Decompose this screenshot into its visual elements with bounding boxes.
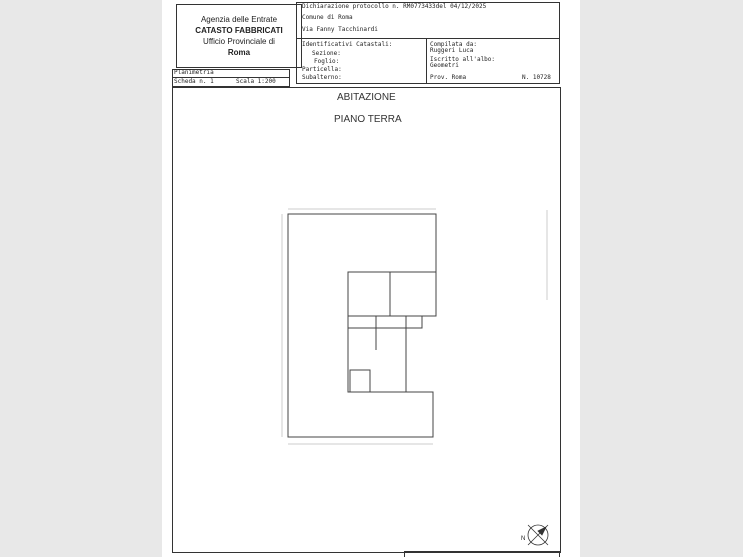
ufficio-provinciale: Ufficio Provinciale di	[203, 37, 275, 46]
drawing-floor: PIANO TERRA	[334, 114, 402, 125]
bottom-tab	[404, 551, 560, 557]
prov-text: Prov. Roma	[430, 74, 467, 81]
numero-text: N. 10728	[522, 74, 551, 81]
cadastral-sheet	[162, 0, 580, 557]
sezione-label: Sezione:	[312, 50, 341, 57]
subalterno-label: Subalterno:	[302, 74, 342, 81]
iscritto-label: Iscritto all'albo:	[430, 56, 496, 63]
north-arrow-icon	[162, 0, 580, 557]
compilata-label: Compilata da:	[430, 41, 477, 48]
scala-label: Scala 1:200	[236, 78, 276, 85]
drawing-title: ABITAZIONE	[337, 92, 396, 103]
iscritto-value: Geometri	[430, 62, 459, 69]
catasto-fabbricati: CATASTO FABBRICATI	[195, 26, 283, 35]
protocol-text: Dichiarazione protocollo n. RM0773433del 04/12/2025	[302, 3, 487, 10]
planimetria-label: Planimetria	[174, 69, 214, 76]
agency-name: Agenzia delle Entrate	[200, 15, 278, 24]
foglio-label: Foglio:	[314, 58, 340, 65]
north-label: N	[521, 536, 526, 542]
compilata-name: Ruggeri Luca	[430, 47, 474, 54]
address-text: Via Fanny Tacchinardi	[302, 26, 378, 33]
particella-label: Particella:	[302, 66, 342, 73]
scheda-label: Scheda n. 1	[174, 78, 214, 85]
identificativi-label: Identificativi Catastali:	[302, 41, 393, 48]
comune-text: Comune di Roma	[302, 14, 353, 21]
ufficio-city: Roma	[227, 48, 251, 57]
